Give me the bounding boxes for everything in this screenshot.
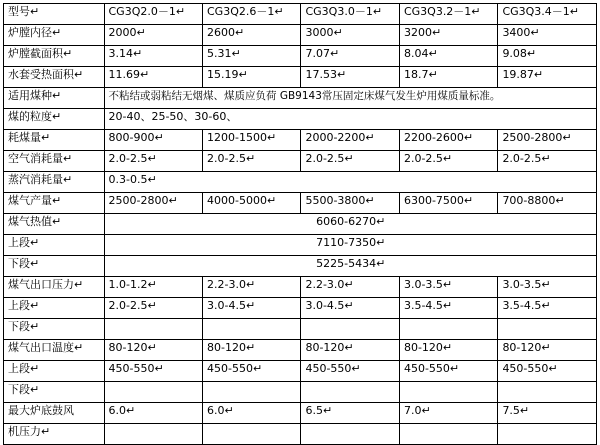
table-row <box>4 25 597 46</box>
row-cell: 6.5↵ <box>301 403 399 424</box>
row-cell: 1200-1500↵ <box>202 130 300 151</box>
table-row <box>4 424 597 445</box>
row-cell: 7.0↵ <box>399 403 497 424</box>
row-label: 适用煤种↵ <box>4 88 105 109</box>
row-cell: 80-120↵ <box>399 340 497 361</box>
header-label-cell: 型号↵ <box>4 4 105 25</box>
row-cell: 7.5↵ <box>498 403 597 424</box>
row-cell: 6300-7500↵ <box>399 193 497 214</box>
row-merged-cell: 6060-6270↵ <box>104 214 597 235</box>
row-cell: 2500-2800↵ <box>104 193 202 214</box>
row-cell: 80-120↵ <box>104 340 202 361</box>
row-cell: 3.0-3.5↵ <box>498 277 597 298</box>
row-label: 煤气热值↵ <box>4 214 105 235</box>
row-cell: 700-8800↵ <box>498 193 597 214</box>
row-label: 煤的粒度↵ <box>4 109 105 130</box>
row-cell: 8.04↵ <box>399 46 497 67</box>
row-cell: 3.5-4.5↵ <box>399 298 497 319</box>
row-merged-cell: 7110-7350↵ <box>104 235 597 256</box>
row-label: 上段↵ <box>4 298 105 319</box>
row-cell: 3.0-3.5↵ <box>399 277 497 298</box>
row-merged-cell: 0.3-0.5↵ <box>104 172 597 193</box>
table-row <box>4 361 597 382</box>
spec-sheet <box>0 3 600 444</box>
row-cell: 3200↵ <box>399 25 497 46</box>
row-cell: 5500-3800↵ <box>301 193 399 214</box>
row-merged-cell: 20-40、25-50、30-60、 <box>104 109 597 130</box>
row-cell: 6.0↵ <box>202 403 300 424</box>
row-cell: 2000↵ <box>104 25 202 46</box>
row-cell: 450-550↵ <box>104 361 202 382</box>
header-model-cell: CG3Q2.6－1↵ <box>202 4 300 25</box>
table-row <box>4 109 597 130</box>
table-row <box>4 151 597 172</box>
row-cell <box>104 382 202 403</box>
row-cell: 2500-2800↵ <box>498 130 597 151</box>
row-cell: 80-120↵ <box>202 340 300 361</box>
table-row <box>4 235 597 256</box>
row-label: 机压力↵ <box>4 424 105 445</box>
row-cell: 2.0-2.5↵ <box>202 151 300 172</box>
row-label: 炉膛截面积↵ <box>4 46 105 67</box>
table-row <box>4 403 597 424</box>
row-cell <box>301 424 399 445</box>
row-cell: 2.0-2.5↵ <box>301 151 399 172</box>
row-cell <box>498 319 597 340</box>
row-cell: 18.7↵ <box>399 67 497 88</box>
row-label: 下段↵ <box>4 319 105 340</box>
row-cell <box>399 319 497 340</box>
table-row <box>4 46 597 67</box>
row-cell: 800-900↵ <box>104 130 202 151</box>
table-row <box>4 130 597 151</box>
table-header-row <box>4 4 597 25</box>
specification-table <box>3 3 597 445</box>
row-cell: 5.31↵ <box>202 46 300 67</box>
row-cell <box>301 319 399 340</box>
row-cell: 3.0-4.5↵ <box>301 298 399 319</box>
row-cell: 80-120↵ <box>301 340 399 361</box>
row-cell: 3.14↵ <box>104 46 202 67</box>
row-cell <box>498 382 597 403</box>
row-cell: 2600↵ <box>202 25 300 46</box>
table-row <box>4 340 597 361</box>
row-cell: 2.0-2.5↵ <box>104 298 202 319</box>
row-cell: 7.07↵ <box>301 46 399 67</box>
row-cell <box>202 319 300 340</box>
row-cell: 17.53↵ <box>301 67 399 88</box>
table-row <box>4 319 597 340</box>
row-label: 煤气出口压力↵ <box>4 277 105 298</box>
table-row <box>4 67 597 88</box>
row-cell: 15.19↵ <box>202 67 300 88</box>
row-label: 空气消耗量↵ <box>4 151 105 172</box>
row-cell <box>104 424 202 445</box>
row-cell: 2000-2200↵ <box>301 130 399 151</box>
table-row <box>4 382 597 403</box>
row-cell: 1.0-1.2↵ <box>104 277 202 298</box>
table-row <box>4 214 597 235</box>
row-cell: 3400↵ <box>498 25 597 46</box>
table-body <box>4 4 597 445</box>
row-label: 下段↵ <box>4 382 105 403</box>
row-cell: 19.87↵ <box>498 67 597 88</box>
row-cell: 450-550↵ <box>498 361 597 382</box>
table-row <box>4 172 597 193</box>
header-model-cell: CG3Q3.0－1↵ <box>301 4 399 25</box>
row-cell: 2200-2600↵ <box>399 130 497 151</box>
table-row <box>4 277 597 298</box>
row-cell: 450-550↵ <box>202 361 300 382</box>
row-cell: 80-120↵ <box>498 340 597 361</box>
row-label: 蒸汽消耗量↵ <box>4 172 105 193</box>
row-label: 最大炉底鼓风 <box>4 403 105 424</box>
row-cell <box>301 382 399 403</box>
row-cell: 3.0-4.5↵ <box>202 298 300 319</box>
header-model-cell: CG3Q2.0－1↵ <box>104 4 202 25</box>
row-cell: 2.2-3.0↵ <box>301 277 399 298</box>
row-cell <box>399 424 497 445</box>
row-cell: 3000↵ <box>301 25 399 46</box>
header-model-cell: CG3Q3.2－1↵ <box>399 4 497 25</box>
table-row <box>4 256 597 277</box>
row-merged-cell: 不粘结或弱粘结无烟煤、煤质应负荷 GB9143常压固定床煤气发生炉用煤质量标准。 <box>104 88 597 109</box>
row-cell: 2.0-2.5↵ <box>104 151 202 172</box>
row-cell: 450-550↵ <box>301 361 399 382</box>
row-cell <box>104 319 202 340</box>
row-label: 上段↵ <box>4 361 105 382</box>
row-label: 炉膛内径↵ <box>4 25 105 46</box>
row-cell <box>498 424 597 445</box>
table-row <box>4 193 597 214</box>
table-row <box>4 88 597 109</box>
row-cell: 4000-5000↵ <box>202 193 300 214</box>
header-model-cell: CG3Q3.4－1↵ <box>498 4 597 25</box>
row-cell: 450-550↵ <box>399 361 497 382</box>
row-cell <box>202 382 300 403</box>
row-cell: 6.0↵ <box>104 403 202 424</box>
row-label: 煤气出口温度↵ <box>4 340 105 361</box>
row-cell: 2.0-2.5↵ <box>399 151 497 172</box>
row-cell <box>399 382 497 403</box>
row-label: 上段↵ <box>4 235 105 256</box>
row-label: 下段↵ <box>4 256 105 277</box>
row-label: 水套受热面积↵ <box>4 67 105 88</box>
row-label: 耗煤量↵ <box>4 130 105 151</box>
row-cell: 2.2-3.0↵ <box>202 277 300 298</box>
row-cell: 3.5-4.5↵ <box>498 298 597 319</box>
row-cell: 9.08↵ <box>498 46 597 67</box>
row-label: 煤气产量↵ <box>4 193 105 214</box>
table-row <box>4 298 597 319</box>
row-merged-cell: 5225-5434↵ <box>104 256 597 277</box>
row-cell: 2.0-2.5↵ <box>498 151 597 172</box>
row-cell <box>202 424 300 445</box>
row-cell: 11.69↵ <box>104 67 202 88</box>
